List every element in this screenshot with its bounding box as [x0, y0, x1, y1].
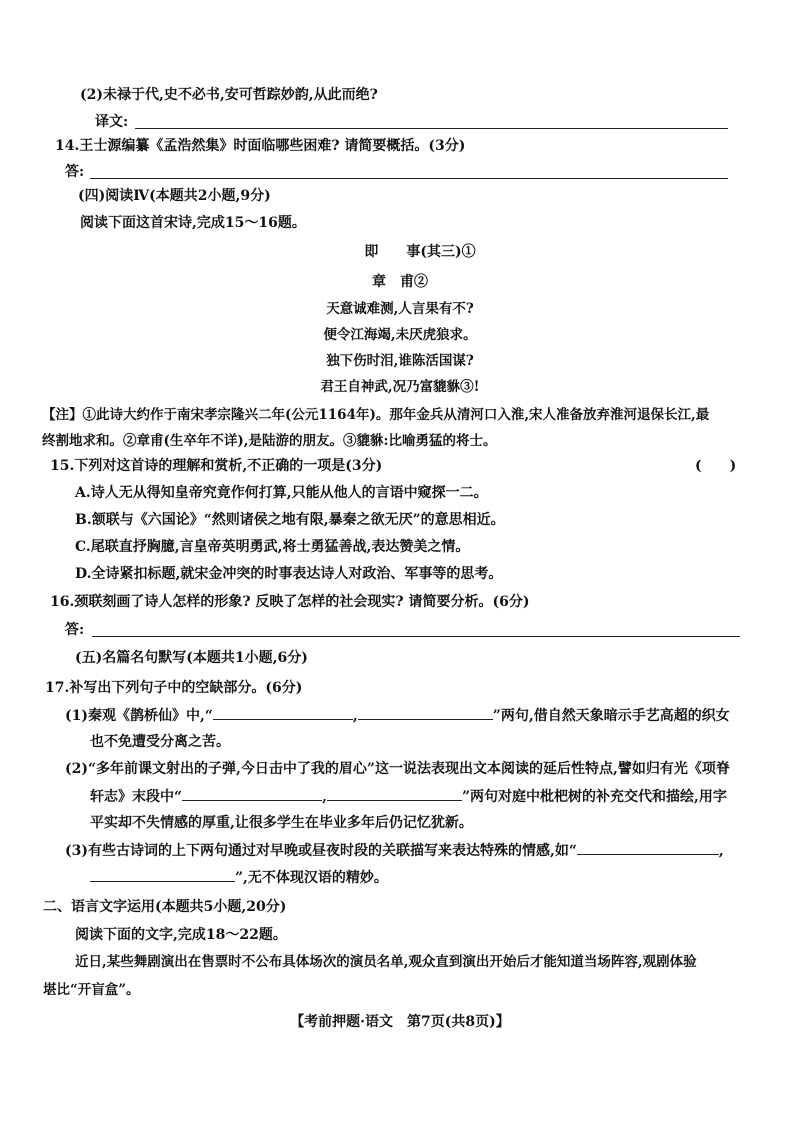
q17-1-blank-2[interactable] — [358, 705, 493, 720]
page-footer: 【考前押题·语文 第7页(共8页)】 — [290, 1014, 510, 1030]
q17-2-comma: , — [322, 789, 327, 805]
note-line: 终割地求和。②章甫(生卒年不详),是陆游的朋友。③貔貅:比喻勇猛的将士。 — [42, 433, 497, 449]
part2-paragraph-cont: 堪比“开盲盒”。 — [43, 982, 140, 998]
poem-line: 独下伤时泪,谁陈活国谋? — [326, 353, 474, 369]
q15-option-d: D.全诗紧扣标题,就宋金冲突的时事表达诗人对政治、军事等的思考。 — [75, 566, 503, 582]
q17-3-comma: , — [718, 843, 724, 859]
poem-line: 君王自神武,况乃富貔貅③! — [320, 379, 480, 395]
q17-2-line1: (2)“多年前课文射出的子弹,今日击中了我的眉心”这一说法表现出文本阅读的延后性特点,譬如归有光《项脊 — [65, 761, 730, 777]
q17-3-blank-2[interactable] — [90, 867, 235, 882]
q15-text: 15.下列对这首诗的理解和赏析,不正确的一项是(3分) — [50, 458, 383, 474]
q16-text: 16.颈联刻画了诗人怎样的形象? 反映了怎样的社会现实? 请简要分析。(6分) — [50, 594, 530, 610]
q17-2-blank-1[interactable] — [182, 786, 322, 801]
q14-answer-label: 答: — [65, 164, 85, 180]
poem-author: 章 甫② — [372, 274, 428, 290]
q17-2-cont: 平实却不失情感的厚重,让很多学生在毕业多年后仍记忆犹新。 — [90, 815, 473, 831]
q15-option-a: A.诗人无从得知皇帝究竟作何打算,只能从他人的言语中窥探一二。 — [75, 485, 488, 501]
section5-heading: (五)名篇名句默写(本题共1小题,6分) — [75, 650, 308, 666]
part2-paragraph: 近日,某些舞剧演出在售票时不公布具体场次的演员名单,观众直到演出开始后才能知道当场阵容,观剧体验 — [75, 954, 697, 970]
q17-2 — [90, 786, 727, 807]
section4-instruction: 阅读下面这首宋诗,完成15～16题。 — [80, 215, 306, 231]
q17-3-blank-1[interactable] — [577, 840, 719, 855]
q17-1-suffix: ”两句,借自然天象暗示手艺高超的织女 — [492, 708, 730, 724]
section4-heading: (四)阅读Ⅳ(本题共2小题,9分) — [78, 188, 271, 204]
q17-1-comma: , — [352, 708, 358, 724]
q17-2-prefix: 轩志》末段中“ — [90, 789, 183, 805]
poem-title: 即 事(其三)① — [364, 244, 476, 260]
q16-answer-line[interactable] — [92, 636, 740, 637]
q17-3-prefix: (3)有些古诗词的上下两句通过对早晚或昼夜时段的关联描写来表达特殊的情感,如“ — [65, 843, 577, 859]
q14-answer-line[interactable] — [90, 178, 728, 179]
q13-2-text: (2)未禄于代,史不必书,安可哲踪妙韵,从此而绝? — [80, 87, 378, 103]
q17-1 — [65, 705, 730, 726]
q17-text: 17.补写出下列句子中的空缺部分。(6分) — [45, 680, 303, 696]
q17-1-prefix: (1)秦观《鹊桥仙》中,“ — [65, 708, 213, 724]
poem-line: 便令江海竭,未厌虎狼求。 — [323, 327, 477, 343]
part2-instruction: 阅读下面的文字,完成18～22题。 — [75, 927, 287, 943]
q17-2-blank-2[interactable] — [327, 786, 462, 801]
q17-2-suffix: ”两句对庭中枇杷树的补充交代和描绘,用字 — [461, 789, 727, 805]
q17-3 — [65, 840, 724, 861]
q15-answer-bracket[interactable]: ( ) — [695, 458, 737, 474]
q15-option-c: C.尾联直抒胸臆,言皇帝英明勇武,将士勇猛善战,表达赞美之情。 — [75, 539, 470, 555]
q17-3-cont — [90, 867, 388, 888]
q17-1-cont: 也不免遭受分离之苦。 — [90, 734, 230, 750]
q17-3-suffix: ”,无不体现汉语的精妙。 — [235, 870, 388, 886]
poem-line: 天意诚难测,人言果有不? — [326, 301, 474, 317]
q14-text: 14.王士源编纂《孟浩然集》时面临哪些困难? 请简要概括。(3分) — [55, 138, 466, 154]
q17-1-blank-1[interactable] — [213, 705, 353, 720]
translation-answer-line[interactable] — [135, 128, 728, 129]
part2-heading: 二、语言文字运用(本题共5小题,20分) — [43, 899, 287, 915]
q15-option-b: B.颔联与《六国论》“然则诸侯之地有限,暴秦之欲无厌”的意思相近。 — [75, 512, 505, 528]
note-line: 【注】①此诗大约作于南宋孝宗隆兴二年(公元1164年)。那年金兵从清河口入淮,宋人准备放弃淮河退保长江,最 — [42, 407, 710, 423]
q16-answer-label: 答: — [65, 622, 85, 638]
translation-label: 译文: — [95, 114, 129, 130]
